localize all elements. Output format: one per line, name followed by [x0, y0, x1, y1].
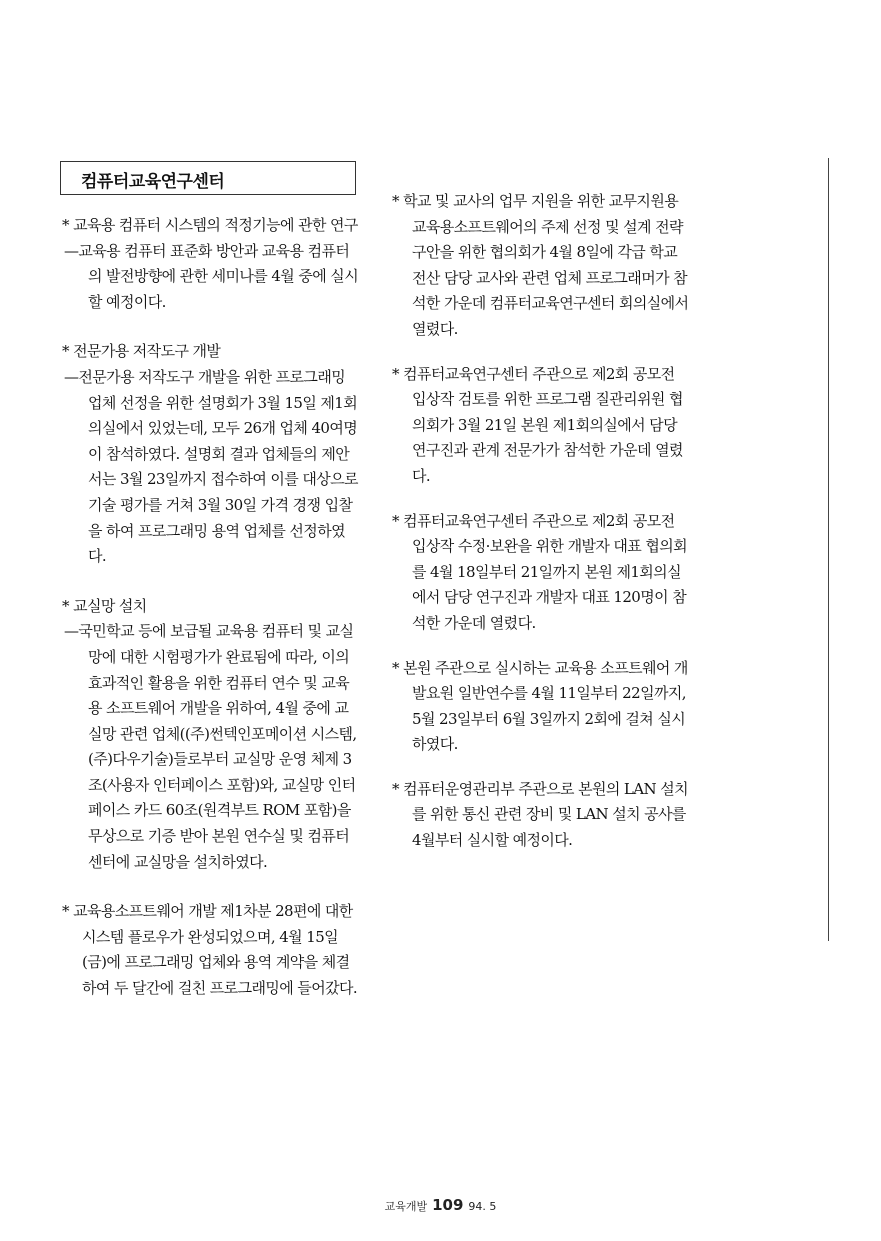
news-item — [392, 656, 692, 758]
item-body: —교육용 컴퓨터 표준화 방안과 교육용 컴퓨터의 발전방향에 관한 세미나를 4월 중에 실시할 예정이다. — [64, 241, 359, 311]
news-item — [392, 189, 692, 343]
section-title: 컴퓨터교육연구센터 — [81, 172, 225, 192]
left-column — [62, 213, 360, 1002]
news-item — [62, 339, 360, 569]
item-heading: * 교실망 설치 — [62, 596, 147, 615]
page-number: 109 — [432, 1196, 464, 1214]
news-item — [392, 509, 692, 637]
item-heading: * 전문가용 저작도구 개발 — [62, 342, 221, 361]
news-item — [392, 362, 692, 490]
item-text: * 컴퓨터교육연구센터 주관으로 제2회 공모전 입상작 검토를 위한 프로그램 질관리위원 협의회가 3월 21일 본원 제1회의실에서 담당 연구진과 관계 전문가가 참석한 가운데 열렸다. — [392, 364, 683, 485]
right-column — [392, 189, 692, 854]
news-item — [62, 899, 360, 1001]
item-text: * 컴퓨터운영관리부 주관으로 본원의 LAN 설치를 위한 통신 관련 장비 및 LAN 설치 공사를 4월부터 실시할 예정이다. — [392, 779, 688, 850]
news-item — [62, 594, 360, 876]
news-item — [392, 777, 692, 854]
section-title-box — [60, 161, 356, 195]
item-heading: * 교육용 컴퓨터 시스템의 적정기능에 관한 연구 — [62, 216, 358, 234]
item-body: —전문가용 저작도구 개발을 위한 프로그래밍 업체 선정을 위한 설명회가 3월 15일 제1회의실에서 있었는데, 모두 26개 업체 40여명이 참석하였다. 설명회 결과 업체들의 제안서는 3월 23일까지 접수하여 이를 대상으로 기술 평가를 거쳐 3월 30일 가격 경쟁 입찰을 하여 프로그래밍 용역 업체를 선정하였다. — [64, 367, 358, 566]
item-text: * 컴퓨터교육연구센터 주관으로 제2회 공모전 입상작 수정·보완을 위한 개발자 대표 협의회를 4월 18일부터 21일까지 본원 제1회의실에서 담당 연구진과 개발자 대표 120명이 참석한 가운데 열렸다. — [392, 511, 688, 632]
page-footer — [0, 1196, 881, 1214]
news-item — [62, 213, 360, 315]
item-text: * 학교 및 교사의 업무 지원을 위한 교무지원용 교육용소프트웨어의 주제 선정 및 설계 전략 구안을 위한 협의회가 4월 8일에 각급 학교 전산 담당 교사와 관련 업체 프로그래머가 참석한 가운데 컴퓨터교육연구센터 회의실에서 열렸다. — [392, 192, 689, 338]
item-heading: * 교육용소프트웨어 개발 제1차분 28편에 대한 시스템 플로우가 완성되었으며, 4월 15일(금)에 프로그래밍 업체와 용역 계약을 체결하여 두 달간에 걸친 프로그래밍에 들어갔다. — [62, 902, 358, 998]
item-body: —국민학교 등에 보급될 교육용 컴퓨터 및 교실망에 대한 시험평가가 완료됨에 따라, 이의 효과적인 활용을 위한 컴퓨터 연수 및 교육용 소프트웨어 개발을 위하여, 4월 중에 교실망 관련 업체((주)썬텍인포메이션 시스템, (주)다우기술)들로부터 교실망 운영 체제 3조(사용자 인터페이스 포함)와, 교실망 인터페이스 카드 60조(원격부트 ROM 포함)을 무상으로 기증 받아 본원 연수실 및 컴퓨터 센터에 교실망을 설치하였다. — [64, 622, 357, 871]
journal-name: 교육개발 — [384, 1200, 428, 1213]
item-text: * 본원 주관으로 실시하는 교육용 소프트웨어 개발요원 일반연수를 4월 11일부터 22일까지, 5월 23일부터 6월 3일까지 2회에 걸쳐 실시하였다. — [392, 658, 688, 754]
column-rule — [828, 158, 829, 941]
issue-date: 94. 5 — [468, 1200, 497, 1213]
